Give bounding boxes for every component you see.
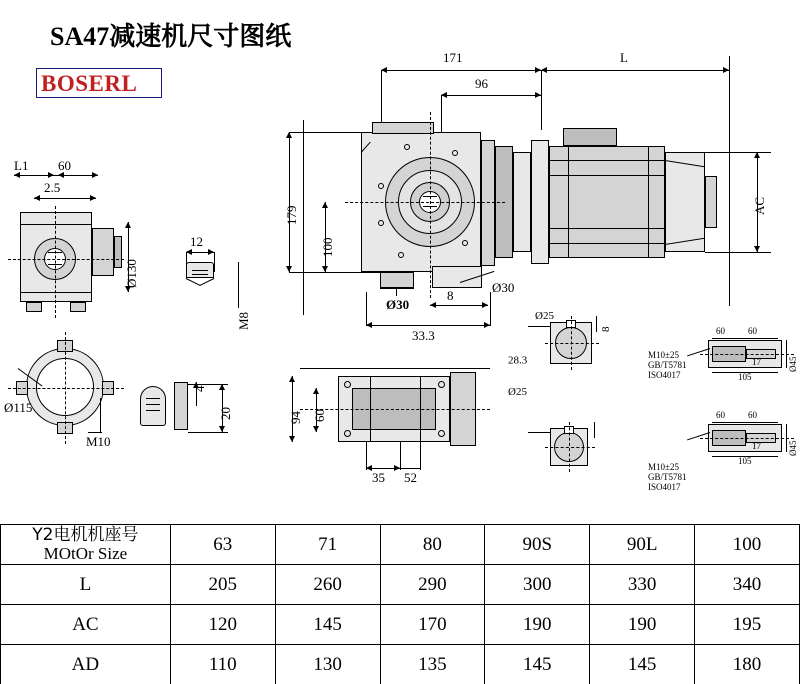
- flange-center-v: [65, 332, 66, 444]
- bolt-hole-1: [378, 183, 384, 189]
- flange-center-h: [8, 388, 124, 389]
- table-cell: 110: [170, 645, 275, 684]
- sd-top-dim-line-dia45: [786, 340, 787, 368]
- arrow-96-right: [535, 92, 541, 98]
- spec-table: [0, 524, 800, 684]
- dim-L: L: [620, 50, 628, 65]
- dim-dia30: Ø30: [492, 280, 515, 295]
- table-cell: 290: [380, 565, 485, 605]
- table-header-label-en: MOtOr Size: [43, 543, 128, 563]
- sd-bot-label-60-right: 60: [748, 410, 757, 420]
- motor-fan-cowl: [665, 152, 705, 252]
- sd-bot-label-m10: M10±25: [648, 462, 679, 472]
- table-cell: 340: [695, 565, 800, 605]
- bolt-hole-3: [404, 144, 410, 150]
- ext-line-left: [303, 120, 304, 315]
- sd-bot-label-60-left: 60: [716, 410, 725, 420]
- motor-end-cap: [705, 176, 717, 228]
- shaft-top-center-h: [545, 343, 599, 344]
- shaft-bottom-center-v: [569, 422, 570, 472]
- ext-127-left: [366, 292, 367, 326]
- sd-bot-leader: [687, 432, 710, 440]
- dim-line-52: [400, 468, 420, 469]
- table-cell: 145: [590, 645, 695, 684]
- ext-33-3: [596, 316, 597, 332]
- bolt-hole-4: [452, 150, 458, 156]
- table-cell: 260: [275, 565, 380, 605]
- table-row: [1, 605, 800, 645]
- sd-top-label-60-left: 60: [716, 326, 725, 336]
- table-row: [1, 645, 800, 684]
- bolt-hole-5: [462, 240, 468, 246]
- arrow-67-left: [430, 302, 436, 308]
- sd-top-label-dia45: Ø45: [788, 356, 798, 372]
- motor-rib-2: [648, 146, 649, 258]
- arrow-60b-top: [313, 388, 319, 394]
- sd-top-dim-line-1: [712, 338, 746, 339]
- table-cell: 135: [380, 645, 485, 684]
- sd-bot-label-dia45: Ø45: [788, 440, 798, 456]
- dim-2-5: 2.5: [44, 180, 61, 195]
- logo-text: BOSERL: [41, 71, 138, 96]
- dim-dia130: Ø130: [124, 259, 139, 288]
- motor-terminal-box: [563, 128, 617, 146]
- dim-M8: M8: [236, 311, 251, 330]
- dim-60b: 60: [312, 409, 327, 422]
- ext-28-3: [594, 422, 595, 438]
- side-center-line: [8, 259, 124, 260]
- dim-171: 171: [443, 50, 463, 65]
- ext-20-top: [188, 384, 228, 385]
- table-cell: 205: [170, 565, 275, 605]
- arrow-60-right: [92, 172, 98, 178]
- dim-line-L: [541, 70, 729, 71]
- logo-box: [36, 68, 162, 98]
- ext-AC-top: [705, 152, 771, 153]
- table-cell: 195: [695, 605, 800, 645]
- table-cell: 120: [170, 605, 275, 645]
- dim-line-96: [441, 95, 541, 96]
- ext-96-left: [441, 95, 442, 133]
- side-housing-line-top: [20, 224, 92, 225]
- leader-X: [396, 288, 397, 296]
- center-line-horizontal: [345, 202, 505, 203]
- table-row-label: L: [1, 565, 171, 605]
- sd-bot-center-line: [700, 438, 794, 439]
- table-cell: 180: [695, 645, 800, 684]
- dim-dia30-h7: 28.3: [508, 354, 528, 367]
- dim-M10: M10: [86, 434, 111, 449]
- table-cell: 330: [590, 565, 695, 605]
- key-b-hatch-2: [146, 404, 160, 405]
- side-foot-left: [26, 302, 42, 312]
- gearbox-top-cover: [372, 122, 434, 134]
- table-cell: 130: [275, 645, 380, 684]
- bottom-bolt-1: [344, 381, 351, 388]
- sd-top-label-gb: GB/T5781: [648, 360, 687, 370]
- dim-line-67: [430, 305, 488, 306]
- side-housing-line-bottom: [20, 292, 92, 293]
- shaft-bottom-center-h: [545, 447, 595, 448]
- dim-20: 20: [218, 407, 233, 420]
- sd-top-center-line: [700, 354, 794, 355]
- dim-line-2-5: [34, 198, 96, 199]
- dim-line-179: [289, 132, 290, 272]
- side-adapter-end: [114, 236, 122, 268]
- table-cell: 145: [275, 605, 380, 645]
- arrow-2-5-left: [34, 195, 40, 201]
- sd-bot-label-17: 17: [752, 441, 761, 451]
- sd-bot-dim-line-1: [712, 422, 746, 423]
- dim-179: 179: [284, 205, 299, 225]
- sd-top-label-105: 105: [738, 372, 752, 382]
- sd-top-label-m10: M10±25: [648, 350, 679, 360]
- ext-20-bottom: [188, 432, 228, 433]
- dim-33-3: 8: [600, 326, 612, 332]
- table-row-label: AC: [1, 605, 171, 645]
- table-cell: 190: [590, 605, 695, 645]
- ext-12-right: [214, 252, 215, 272]
- table-col-header: 90L: [590, 525, 695, 565]
- table-col-header: 80: [380, 525, 485, 565]
- sd-top-label-iso: ISO4017: [648, 370, 681, 380]
- arrow-dia130-top: [125, 222, 131, 228]
- table-col-header: 63: [170, 525, 275, 565]
- key-detail-bar: [174, 382, 188, 430]
- sd-top-label-60-right: 60: [748, 326, 757, 336]
- dim-dia25: Ø25: [508, 386, 527, 398]
- table-cell: 145: [485, 645, 590, 684]
- sd-top-label-17: 17: [752, 357, 761, 367]
- sd-top-dim-line-2: [746, 338, 778, 339]
- arrow-100-top: [322, 202, 328, 208]
- table-cell: 170: [380, 605, 485, 645]
- dim-X: Ø30: [386, 297, 410, 312]
- page-title: SA47减速机尺寸图纸: [50, 22, 292, 51]
- arrow-100-bottom: [322, 266, 328, 272]
- table-header-label: [1, 525, 171, 565]
- center-line-vertical: [430, 112, 431, 298]
- bottom-bolt-3: [344, 430, 351, 437]
- arrow-2-5-right: [90, 195, 96, 201]
- arrow-L1-right: [48, 172, 54, 178]
- ext-M8: [238, 262, 239, 308]
- bolt-hole-2: [378, 220, 384, 226]
- table-col-header: 71: [275, 525, 380, 565]
- key-taper-2: [199, 278, 214, 286]
- arrow-L-left: [541, 67, 547, 73]
- dim-12: 12: [190, 234, 203, 249]
- arrow-94-bottom: [289, 436, 295, 442]
- side-adapter: [92, 228, 114, 276]
- key-hatch-2: [192, 274, 208, 275]
- table-header-label-cn: Y2电机机座号: [32, 524, 139, 545]
- bottom-bolt-2: [438, 381, 445, 388]
- ext-127-right: [490, 292, 491, 326]
- ext-AC-bottom: [705, 252, 771, 253]
- bottom-bolt-4: [438, 430, 445, 437]
- side-foot-right: [70, 302, 86, 312]
- motor-rib-1: [568, 146, 569, 258]
- sd-bot-dim-line-dia45: [786, 424, 787, 452]
- dim-line-94: [292, 376, 293, 442]
- dim-52: 52: [404, 470, 417, 485]
- ext-179-top: [289, 132, 363, 133]
- dim-L1: L1: [14, 158, 29, 173]
- motor-flange: [531, 140, 549, 264]
- dim-60: 60: [58, 158, 71, 173]
- dim-35: 35: [372, 470, 385, 485]
- arrow-L-right: [723, 67, 729, 73]
- arrow-60b-bottom: [313, 426, 319, 432]
- table-col-header: 100: [695, 525, 800, 565]
- arrow-67-right: [482, 302, 488, 308]
- key-hatch-1: [192, 270, 208, 271]
- table-row-label: AD: [1, 645, 171, 684]
- ext-line-right: [729, 56, 730, 306]
- shaft-top-center-v: [571, 316, 572, 370]
- table-header-row: [1, 525, 800, 565]
- output-shaft-down: [380, 272, 414, 288]
- sd-bot-label-105: 105: [738, 456, 752, 466]
- side-center-line-v: [55, 206, 56, 318]
- shaft-end-line: [380, 288, 414, 289]
- sd-top-leader: [687, 348, 710, 356]
- arrow-94-top: [289, 376, 295, 382]
- bottom-center-h: [300, 409, 490, 410]
- sd-bot-dim-line-2: [746, 422, 778, 423]
- dim-dia115: Ø115: [4, 400, 33, 415]
- ext-171-right: [541, 70, 542, 130]
- key-b-hatch-1: [146, 398, 160, 399]
- dim-94: 94: [288, 411, 303, 424]
- table-cell: 190: [485, 605, 590, 645]
- bottom-view-top-ext: [300, 368, 490, 369]
- key-b-hatch-3: [146, 410, 160, 411]
- ext-35-right: [400, 442, 401, 470]
- table-col-header: 90S: [485, 525, 590, 565]
- sd-bot-label-gb: GB/T5781: [648, 472, 687, 482]
- key-detail-bottom: [140, 386, 166, 426]
- dim-127: 33.3: [412, 328, 435, 343]
- dim-67: 8: [447, 288, 454, 303]
- table-cell: 300: [485, 565, 590, 605]
- dim-line-8-top: [528, 326, 550, 327]
- leader-M10: [100, 398, 101, 432]
- dim-line-8-bottom: [528, 432, 550, 433]
- dim-line-127: [366, 325, 490, 326]
- ext-52-right: [420, 442, 421, 470]
- ext-179-bottom: [289, 272, 383, 273]
- dim-4: 4: [192, 385, 207, 392]
- dim-100: 100: [320, 237, 335, 257]
- dim-96: 96: [475, 76, 488, 91]
- leader-M10-h: [88, 432, 102, 433]
- table-row: [1, 565, 800, 605]
- bolt-hole-6: [398, 252, 404, 258]
- dim-AC: AC: [752, 196, 767, 215]
- sd-bot-label-iso: ISO4017: [648, 482, 681, 492]
- dim-line-171: [381, 70, 541, 71]
- gearbox-right-flange: [481, 140, 495, 266]
- dim-8-top: Ø25: [535, 310, 554, 322]
- adapter-flange: [513, 152, 531, 252]
